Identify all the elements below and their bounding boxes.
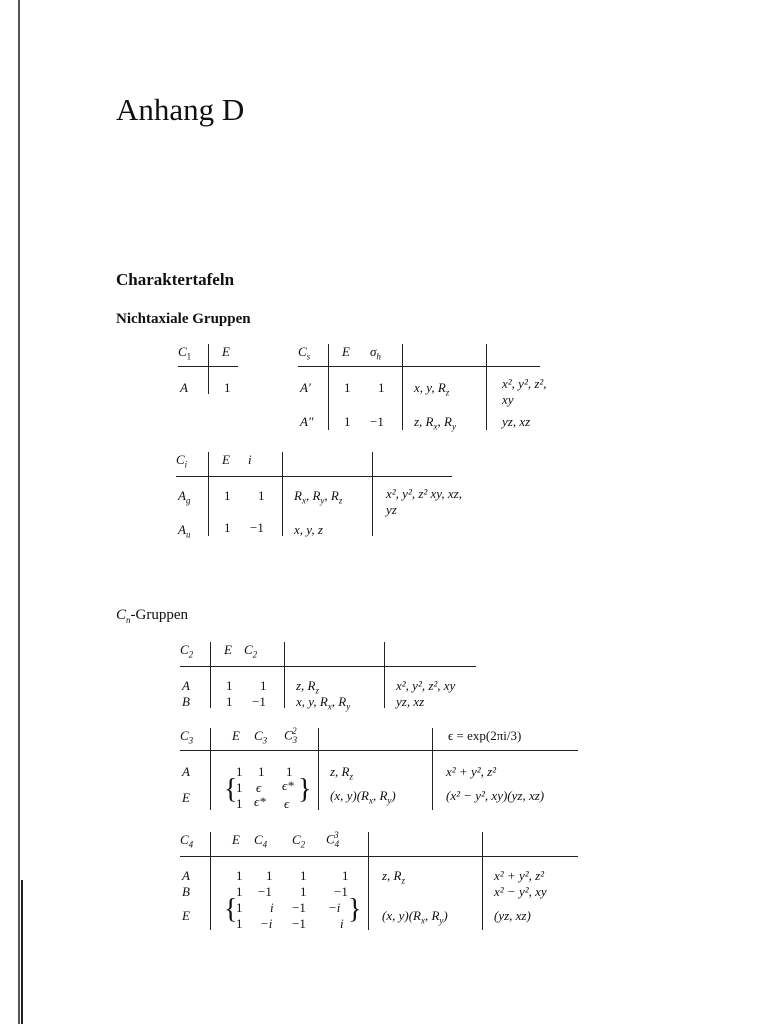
left-brace: { bbox=[224, 894, 238, 925]
char-cell: 1 bbox=[236, 868, 243, 883]
header-cell: $C_2$ bbox=[292, 832, 306, 850]
left-brace: { bbox=[224, 774, 238, 805]
header-cell: E bbox=[224, 642, 232, 657]
table-cs bbox=[298, 344, 548, 430]
char-cell: 1 bbox=[260, 678, 267, 693]
char-cell: ϵ bbox=[256, 780, 262, 795]
char-cell: 1 bbox=[344, 380, 351, 395]
linear-cell: x, y, $R_z$ bbox=[414, 380, 450, 398]
row-label: A bbox=[180, 380, 188, 395]
char-cell: 1 bbox=[344, 414, 351, 429]
char-cell: ϵ* bbox=[254, 794, 266, 809]
char-cell: −1 bbox=[258, 884, 272, 899]
chapter-title: Anhang D bbox=[116, 92, 245, 127]
group-label: $C_3$ bbox=[180, 728, 194, 746]
char-cell: 1 bbox=[258, 488, 265, 503]
char-cell: −1 bbox=[334, 884, 348, 899]
section-title: Charaktertafeln bbox=[116, 270, 235, 289]
char-cell: −1 bbox=[370, 414, 384, 429]
char-cell: 1 bbox=[266, 868, 273, 883]
table-c2 bbox=[180, 642, 480, 712]
table-ci bbox=[176, 452, 466, 540]
group-label: $C_s$ bbox=[298, 344, 311, 362]
linear-cell: (x, $y)(R_x$, $R_y$) bbox=[330, 788, 396, 806]
row-label: A bbox=[182, 678, 190, 693]
header-cell: E bbox=[232, 728, 240, 743]
group-label: $C_1$ bbox=[178, 344, 192, 362]
char-cell: −1 bbox=[252, 694, 266, 709]
linear-cell: $R_x$, $R_y$, $R_z$ bbox=[294, 488, 343, 506]
header-cell: $C_4^3$ bbox=[326, 830, 340, 849]
quad-cell: x² + y², z² bbox=[446, 764, 497, 779]
char-cell: 1 bbox=[224, 520, 231, 535]
page-edge-line-dark bbox=[21, 880, 23, 1024]
quad-cell: (x² − y², xy)(yz, xz) bbox=[446, 788, 545, 803]
table-c4 bbox=[180, 832, 580, 930]
header-cell: E bbox=[222, 344, 230, 359]
linear-cell: z, $R_z$ bbox=[296, 678, 320, 696]
header-cell: $C_3^2$ bbox=[284, 726, 298, 745]
row-label: A bbox=[182, 764, 190, 779]
subsection-cn: $C_n$-Gruppen bbox=[116, 607, 188, 625]
quad-cell: yz, xz bbox=[502, 414, 531, 429]
quad-cell: x², y², z², xy bbox=[502, 376, 547, 407]
quad-cell: yz, xz bbox=[396, 694, 425, 709]
page-edge-line bbox=[18, 0, 20, 1024]
char-cell: −1 bbox=[250, 520, 264, 535]
char-cell: ϵ bbox=[284, 796, 290, 811]
right-brace: } bbox=[348, 894, 362, 925]
table-c3 bbox=[180, 728, 580, 810]
char-cell: 1 bbox=[236, 900, 243, 915]
char-cell: 1 bbox=[378, 380, 385, 395]
char-cell: 1 bbox=[286, 764, 293, 779]
char-cell: 1 bbox=[236, 764, 243, 779]
table-c1 bbox=[178, 344, 238, 394]
epsilon-note: ϵ = exp(2πi/3) bbox=[448, 728, 522, 743]
linear-cell: z, $R_x$, $R_y$ bbox=[414, 414, 456, 432]
char-cell: 1 bbox=[258, 764, 265, 779]
char-cell: i bbox=[340, 916, 344, 931]
char-cell: 1 bbox=[236, 796, 243, 811]
group-label: $C_4$ bbox=[180, 832, 194, 850]
linear-cell: x, y, $R_x$, $R_y$ bbox=[296, 694, 351, 712]
linear-cell: x, y, z bbox=[294, 522, 323, 537]
row-label: A′ bbox=[300, 380, 311, 395]
row-label: $A_g$ bbox=[178, 488, 191, 506]
group-label: $C_i$ bbox=[176, 452, 188, 470]
char-cell: 1 bbox=[236, 780, 243, 795]
char-cell: 1 bbox=[224, 488, 231, 503]
char-cell: 1 bbox=[226, 694, 233, 709]
char-cell: −i bbox=[260, 916, 273, 931]
header-cell: E bbox=[342, 344, 350, 359]
row-label: A″ bbox=[300, 414, 314, 429]
right-brace: } bbox=[298, 774, 312, 805]
char-cell: 1 bbox=[342, 868, 349, 883]
char-cell: 1 bbox=[236, 916, 243, 931]
header-cell: $C_2$ bbox=[244, 642, 258, 660]
header-cell: E bbox=[232, 832, 240, 847]
row-label: B bbox=[182, 694, 190, 709]
row-label: $A_u$ bbox=[178, 522, 191, 540]
char-cell: 1 bbox=[300, 884, 307, 899]
char-cell: i bbox=[270, 900, 274, 915]
char-cell: −1 bbox=[292, 900, 306, 915]
char-cell: 1 bbox=[236, 884, 243, 899]
linear-cell: z, $R_z$ bbox=[382, 868, 406, 886]
quad-cell: (yz, xz) bbox=[494, 908, 531, 923]
subsection-nonaxial: Nichtaxiale Gruppen bbox=[116, 311, 251, 327]
char-cell: 1 bbox=[224, 380, 231, 395]
quad-cell: x², y², z², xy bbox=[396, 678, 456, 693]
group-label: $C_2$ bbox=[180, 642, 194, 660]
char-cell: ϵ* bbox=[282, 778, 294, 793]
header-cell: $C_4$ bbox=[254, 832, 268, 850]
char-cell: −i bbox=[328, 900, 341, 915]
quad-cell: x² − y², xy bbox=[494, 884, 547, 899]
header-cell: E bbox=[222, 452, 230, 467]
header-cell: i bbox=[248, 452, 252, 467]
linear-cell: z, $R_z$ bbox=[330, 764, 354, 782]
char-cell: 1 bbox=[300, 868, 307, 883]
row-label: A bbox=[182, 868, 190, 883]
linear-cell: (x, $y)(R_x$, $R_y$) bbox=[382, 908, 448, 926]
char-cell: 1 bbox=[226, 678, 233, 693]
header-cell: $\sigma_h$ bbox=[370, 344, 381, 362]
row-label: B bbox=[182, 884, 190, 899]
row-label: E bbox=[182, 790, 190, 805]
quad-cell: x², y², z² xy, xz, yz bbox=[386, 486, 462, 517]
row-label: E bbox=[182, 908, 190, 923]
quad-cell: x² + y², z² bbox=[494, 868, 545, 883]
header-cell: $C_3$ bbox=[254, 728, 268, 746]
char-cell: −1 bbox=[292, 916, 306, 931]
